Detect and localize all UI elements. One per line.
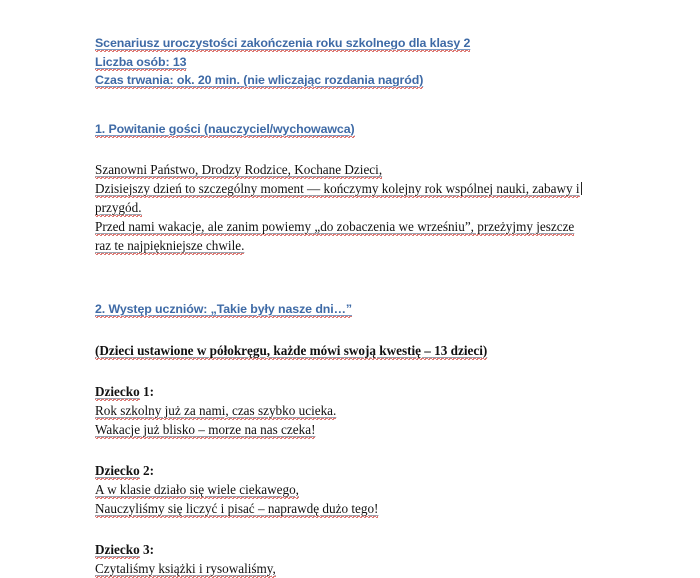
child-1-line-2-text: Wakacje już blisko – morze na nas czeka!: [95, 421, 316, 437]
child-block-1[interactable]: [95, 382, 625, 439]
child-block-3[interactable]: [95, 540, 625, 578]
spacer-after-header: [95, 90, 625, 120]
child-block-2[interactable]: [95, 461, 625, 518]
text-caret: [581, 182, 582, 195]
child-1-line-1: [95, 401, 625, 420]
stage-direction-text: (Dzieci ustawione w półokręgu, każde mówi swoją kwestię – 13 dzieci): [95, 342, 488, 358]
document-title-text: Scenariusz uroczystości zakończenia roku szkolnego dla klasy 2: [95, 36, 471, 50]
spacer-before-section-2-extra: [95, 285, 625, 300]
greeting-line-2-text: Dzisiejszy dzień to szczególny moment — kończymy kolejny rok wspólnej nauki, zabawy i: [95, 181, 580, 196]
child-1-line-1-text: Rok szkolny już za nami, czas szybko ucieka.: [95, 402, 337, 418]
section-2-heading-text: 2. Występ uczniów: „Takie były nasze dni…”: [95, 302, 352, 316]
child-2-line-1-text: A w klasie działo się wiele ciekawego,: [95, 481, 299, 497]
child-3-label: [95, 540, 625, 559]
participants-count-text: Liczba osób: 13: [95, 54, 187, 69]
greeting-line-1-text: Szanowni Państwo, Drodzy Rodzice, Kochane Dzieci,: [95, 162, 383, 177]
document-body: [95, 34, 625, 578]
child-1-label-name: Dziecko: [95, 383, 140, 399]
spacer-after-stage-note: [95, 360, 625, 382]
section-2-heading[interactable]: [95, 300, 625, 319]
duration-text: Czas trwania: ok. 20 min. (nie wliczając rozdania nagród): [95, 73, 424, 87]
child-2-label-name: Dziecko: [95, 462, 140, 478]
child-1-label-number: 1: [142, 383, 150, 399]
greeting-line-2: [95, 179, 625, 198]
participants-count-line[interactable]: [95, 53, 625, 72]
spacer-after-child-2: [95, 518, 625, 540]
child-3-line-1: [95, 559, 625, 578]
child-1-label-colon: :: [149, 383, 154, 399]
section-1-heading-text: 1. Powitanie gości (nauczyciel/wychowawca): [95, 121, 355, 136]
child-3-label-number: 3: [142, 541, 150, 557]
spacer-before-section-2: [95, 255, 625, 285]
child-3-label-colon: :: [149, 541, 154, 557]
spacer-after-section-2-heading: [95, 319, 625, 341]
greeting-line-5: [95, 236, 625, 255]
stage-direction-note: [95, 341, 625, 360]
document-title[interactable]: [95, 34, 625, 53]
child-1-line-2: [95, 420, 625, 439]
greeting-line-4-text: Przed nami wakacje, ale zanim powiemy „do zobaczenia we wrześniu”, przeżyjmy jeszcze: [95, 219, 575, 234]
greeting-line-3: [95, 198, 625, 217]
greeting-line-1: [95, 160, 625, 179]
child-2-label-colon: :: [149, 462, 154, 478]
spacer-after-child-1: [95, 439, 625, 461]
child-2-line-2-text: Nauczyliśmy się liczyć i pisać – naprawdę dużo tego!: [95, 500, 379, 516]
child-3-label-name: Dziecko: [95, 541, 140, 557]
section-1-paragraph[interactable]: [95, 160, 625, 255]
child-2-line-1: [95, 480, 625, 499]
section-1-heading[interactable]: [95, 120, 625, 139]
greeting-line-4: [95, 217, 625, 236]
child-2-label-number: 2: [142, 462, 150, 478]
greeting-line-5-text: raz te najpiękniejsze chwile.: [95, 238, 245, 253]
child-2-label: [95, 461, 625, 480]
duration-line[interactable]: [95, 71, 625, 90]
child-1-label: [95, 382, 625, 401]
spacer-after-section-1-heading: [95, 138, 625, 160]
document-header-block: [95, 34, 625, 90]
greeting-line-3-text: przygód.: [95, 200, 142, 215]
child-2-line-2: [95, 499, 625, 518]
child-3-line-1-text: Czytaliśmy książki i rysowaliśmy,: [95, 560, 276, 576]
